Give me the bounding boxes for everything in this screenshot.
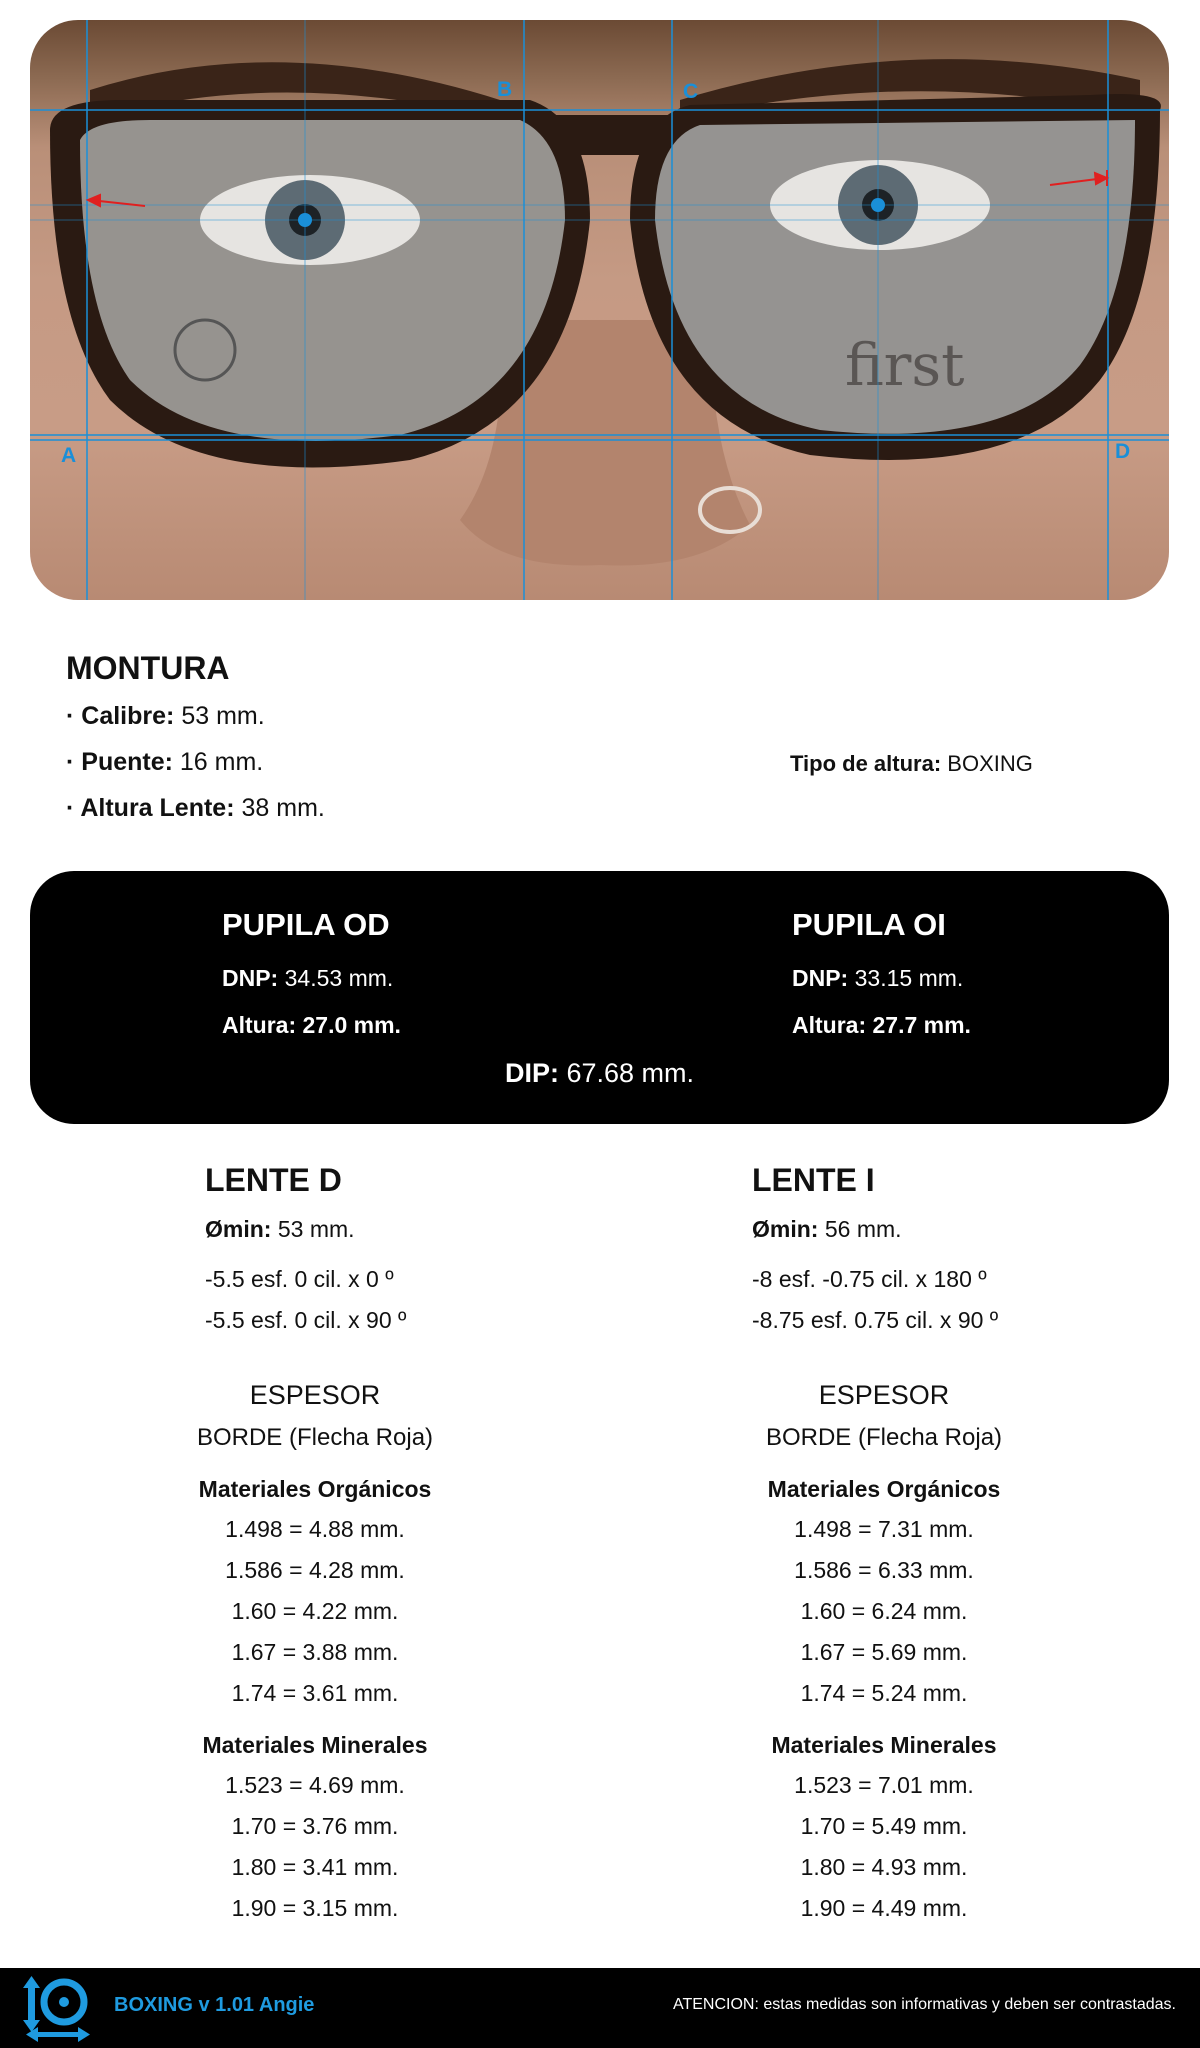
guide-label-b: B: [497, 78, 513, 101]
altura-lente-value: 38 mm.: [241, 794, 325, 822]
lente-i-organico-5: 1.74 = 5.24 mm.: [800, 1680, 968, 1706]
puente-label: · Puente:: [66, 748, 173, 776]
tipo-altura-value: BOXING: [947, 751, 1033, 776]
lente-d-mineral-1: 1.523 = 4.69 mm.: [225, 1772, 405, 1798]
pupila-od-dnp-label: DNP:: [222, 965, 279, 991]
calibre-value: 53 mm.: [181, 702, 265, 730]
lente-i-organico-1: 1.498 = 7.31 mm.: [794, 1516, 974, 1542]
lente-d-mineral-4: 1.90 = 3.15 mm.: [231, 1895, 399, 1921]
footer-bar: [0, 1968, 1200, 2048]
lente-d-espesor-sub: BORDE (Flecha Roja): [196, 1424, 434, 1451]
lente-d-organico-4: 1.67 = 3.88 mm.: [231, 1639, 399, 1665]
lente-i-espesor-sub: BORDE (Flecha Roja): [765, 1424, 1003, 1451]
lente-i-omin: [752, 1216, 902, 1243]
photo-illustration: [30, 20, 1169, 600]
lente-i-espesor-title: ESPESOR: [818, 1380, 950, 1410]
altura-lente-row: [66, 794, 325, 823]
lente-d-omin: [205, 1216, 355, 1243]
lente-i-organico-3: 1.60 = 6.24 mm.: [800, 1598, 968, 1624]
lente-d-omin-label: Ømin:: [205, 1216, 272, 1242]
pupila-oi-altura-label: Altura: 27.7 mm.: [792, 1012, 971, 1038]
pupila-oi-dnp-label: DNP:: [792, 965, 849, 991]
lente-i-mineral-1: 1.523 = 7.01 mm.: [794, 1772, 974, 1798]
guide-label-a: A: [61, 444, 77, 467]
lente-i-mineral-3: 1.80 = 4.93 mm.: [800, 1854, 968, 1880]
calibre-label: · Calibre:: [66, 702, 175, 730]
lente-d-organico-5: 1.74 = 3.61 mm.: [231, 1680, 399, 1706]
guide-label-d: D: [1115, 440, 1131, 463]
pupila-od-altura: [222, 1012, 401, 1039]
lente-d-organico-1: 1.498 = 4.88 mm.: [225, 1516, 405, 1542]
altura-lente-label: · Altura Lente:: [66, 794, 235, 822]
pupila-od-title: PUPILA OD: [222, 907, 390, 942]
dip-value: 67.68 mm.: [566, 1058, 695, 1088]
lente-d-mineral-3: 1.80 = 3.41 mm.: [231, 1854, 399, 1880]
lente-i-omin-value: 56 mm.: [824, 1216, 902, 1242]
pupila-od-altura-label: Altura: 27.0 mm.: [222, 1012, 401, 1038]
lente-d-rx-2: -5.5 esf. 0 cil. x 90 º: [205, 1307, 407, 1333]
pupila-od-dnp-value: 34.53 mm.: [284, 965, 394, 991]
app-logo-icon: [18, 1972, 90, 2044]
lente-i-rx-2: -8.75 esf. 0.75 cil. x 90 º: [752, 1307, 999, 1333]
lente-i-rx-1: -8 esf. -0.75 cil. x 180 º: [752, 1266, 987, 1292]
dip-label: DIP:: [504, 1058, 559, 1088]
lente-d-title: LENTE D: [205, 1162, 342, 1198]
frame-bridge: [530, 115, 690, 155]
lente-d-omin-value: 53 mm.: [277, 1216, 355, 1242]
lente-d-mineral-2: 1.70 = 3.76 mm.: [231, 1813, 399, 1839]
lente-i-mineral-2: 1.70 = 5.49 mm.: [800, 1813, 968, 1839]
lente-d-organico-2: 1.586 = 4.28 mm.: [225, 1557, 405, 1583]
lente-i-mineral-4: 1.90 = 4.49 mm.: [800, 1895, 968, 1921]
lente-i-organicos-title: Materiales Orgánicos: [767, 1476, 1001, 1502]
lente-d-organico-3: 1.60 = 4.22 mm.: [231, 1598, 399, 1624]
face-measurement-photo: [30, 20, 1169, 600]
footer-warning: ATENCION: estas medidas son informativas y deben ser contrastadas.: [672, 1996, 1176, 2013]
lente-d-rx-1: -5.5 esf. 0 cil. x 0 º: [205, 1266, 394, 1292]
pupila-oi-dnp: [792, 965, 963, 992]
montura-title: MONTURA: [66, 650, 230, 686]
lente-i-title: LENTE I: [752, 1162, 875, 1198]
lente-d-minerales-title: Materiales Minerales: [202, 1732, 428, 1758]
pupil-card: [30, 871, 1169, 1124]
dip-row: [30, 1058, 1169, 1089]
tipo-altura-label: Tipo de altura:: [790, 751, 942, 776]
lente-i-organico-4: 1.67 = 5.69 mm.: [800, 1639, 968, 1665]
pupila-od-dnp: [222, 965, 393, 992]
puente-value: 16 mm.: [179, 748, 264, 776]
puente-row: [66, 748, 263, 777]
lente-i-organico-2: 1.586 = 6.33 mm.: [794, 1557, 974, 1583]
guide-label-c: C: [683, 80, 699, 103]
tipo-altura: [790, 751, 1033, 777]
lens-brand-text: first: [845, 331, 965, 399]
pupila-oi-title: PUPILA OI: [792, 907, 946, 942]
pupila-oi-altura: [792, 1012, 971, 1039]
lente-d-organicos-title: Materiales Orgánicos: [198, 1476, 432, 1502]
pupila-oi-dnp-value: 33.15 mm.: [854, 965, 964, 991]
footer-app-name: BOXING v 1.01 Angie: [114, 1994, 315, 2016]
lente-d-espesor-title: ESPESOR: [249, 1380, 381, 1410]
lente-i-omin-label: Ømin:: [752, 1216, 819, 1242]
lente-i-minerales-title: Materiales Minerales: [771, 1732, 997, 1758]
calibre-row: [66, 702, 265, 731]
